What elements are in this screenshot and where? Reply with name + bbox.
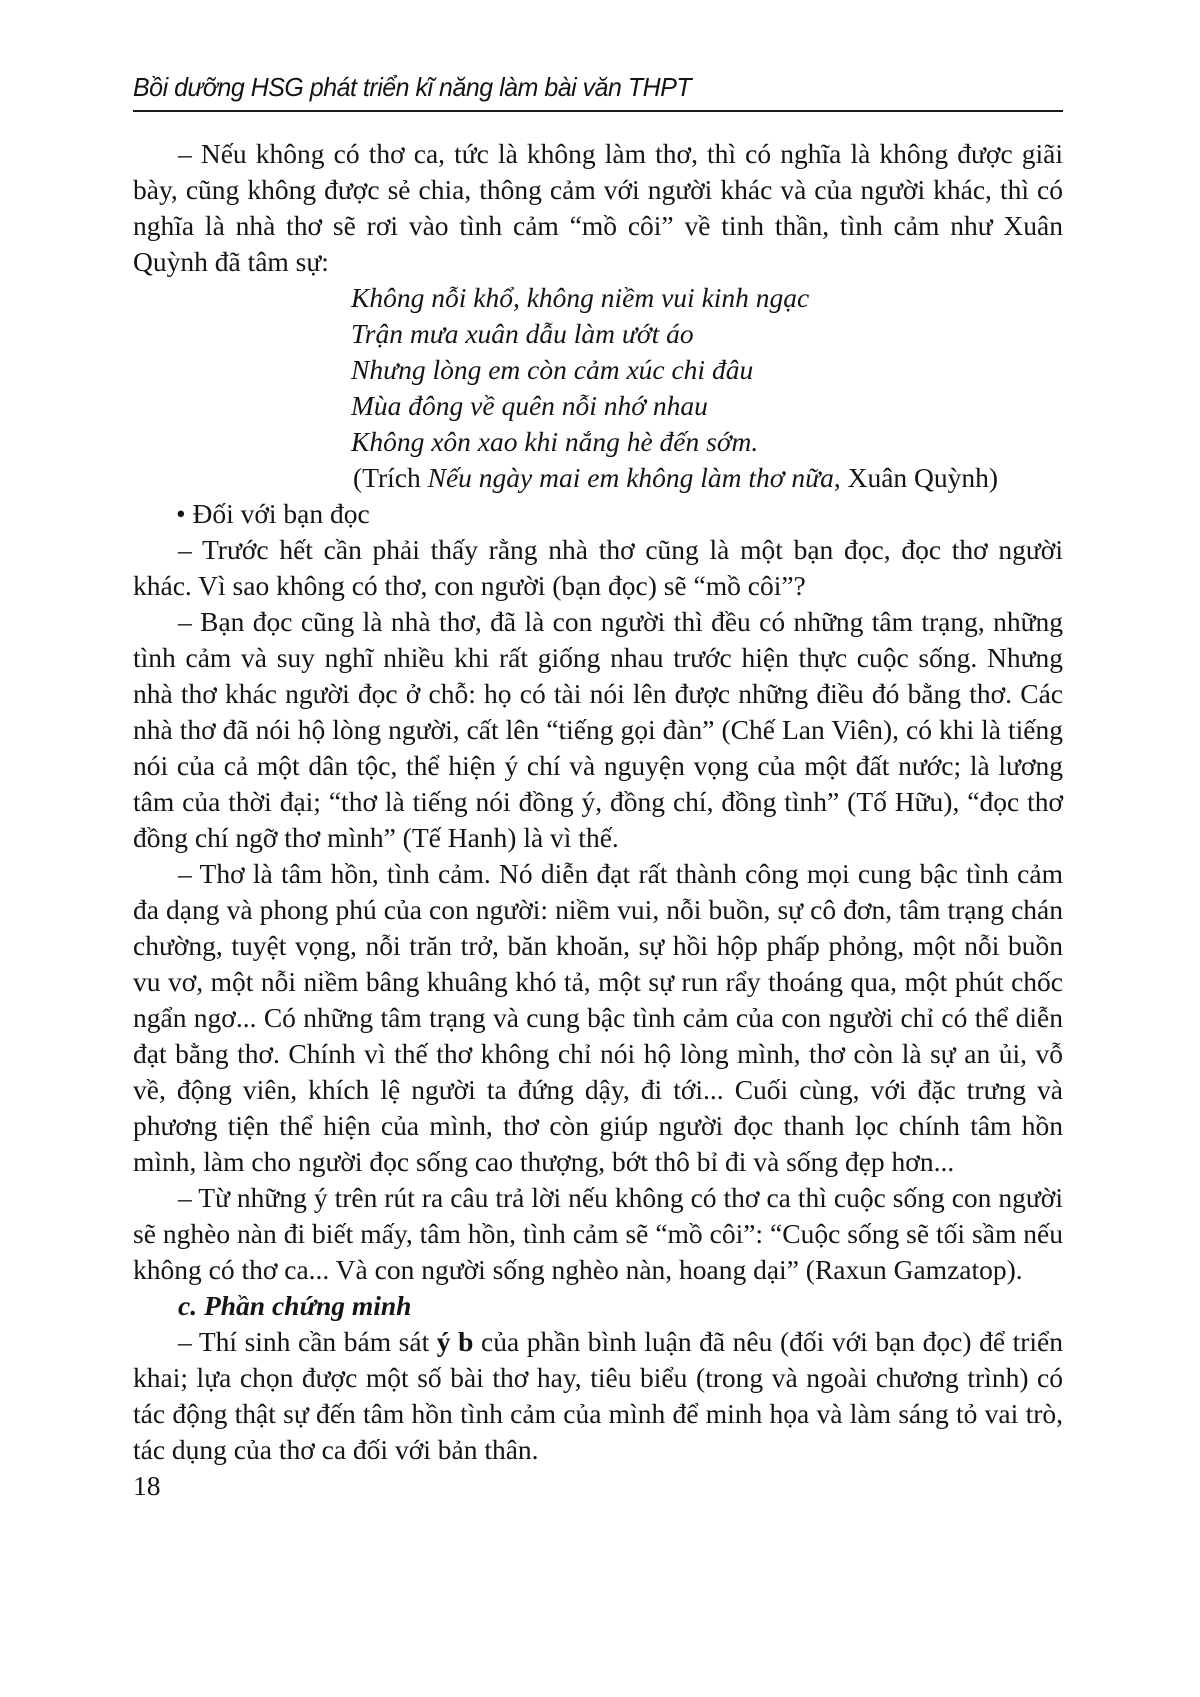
page-header xyxy=(133,72,1063,112)
poem-block xyxy=(133,280,1063,460)
poem-line: Nhưng lòng em còn cảm xúc chi đâu xyxy=(351,354,754,385)
paragraph-intro: – Nếu không có thơ ca, tức là không làm thơ, thì có nghĩa là không được giãi bày, cũng không được sẻ chia, thông cảm với người khác và của người khác, thì có nghĩa là nhà thơ sẽ rơi vào tình cảm “mồ côi” về tinh thần, tình cảm như Xuân Quỳnh đã tâm sự: xyxy=(133,138,1063,277)
paragraph-first-point: – Trước hết cần phải thấy rằng nhà thơ cũng là một bạn đọc, đọc thơ người khác. Vì sao không có thơ, con người (bạn đọc) sẽ “mồ côi”? xyxy=(133,534,1063,601)
poem-line: Mùa đông về quên nỗi nhớ nhau xyxy=(351,390,708,421)
poem-attribution xyxy=(133,460,1063,496)
poem-line: Không nỗi khổ, không niềm vui kinh ngạc xyxy=(351,282,810,313)
bullet-item-reader: • Đối với bạn đọc xyxy=(176,498,370,529)
paragraph-poetry-soul: – Thơ là tâm hồn, tình cảm. Nó diễn đạt rất thành công mọi cung bậc tình cảm đa dạng và phong phú của con người: niềm vui, nỗi buồn, sự cô đơn, tâm trạng chán chường, tuyệt vọng, nỗi trăn trở, băn khoăn, sự hồi hộp phấp phỏng, một nỗi buồn vu vơ, một nỗi niềm bâng khuâng khó tả, một sự run rẩy thoáng qua, một phút chốc ngẩn ngơ... Có những tâm trạng và cung bậc tình cảm của con người chỉ có thể diễn đạt bằng thơ. Chính vì thế thơ không chỉ nói hộ lòng mình, thơ còn là sự an ủi, vỗ về, động viên, khích lệ người ta đứng dậy, đi tới... Cuối cùng, với đặc trưng và phương tiện thể hiện của mình, thơ còn giúp người đọc thanh lọc chính tâm hồn mình, làm cho người đọc sống cao thượng, bớt thô bỉ đi và sống đẹp hơn... xyxy=(133,858,1063,1177)
paragraph-instruction xyxy=(133,1324,1063,1468)
paragraph-conclusion: – Từ những ý trên rút ra câu trả lời nếu không có thơ ca thì cuộc sống con người sẽ nghèo nàn đi biết mấy, tâm hồn, tình cảm sẽ “mồ côi”: “Cuộc sống sẽ tối sầm nếu không có thơ ca... Và con người sống nghèo nàn, hoang dại” (Raxun Gamzatop). xyxy=(133,1182,1063,1285)
page-number: 18 xyxy=(133,1470,161,1501)
attribution-close: , Xuân Quỳnh) xyxy=(833,462,999,493)
page-content xyxy=(133,72,1063,1504)
instruction-run-1: – Thí sinh cần bám sát xyxy=(178,1326,437,1357)
page-body xyxy=(133,136,1063,1504)
running-header-title: Bồi dưỡng HSG phát triển kĩ năng làm bài văn THPT xyxy=(133,72,692,102)
poem-line: Trận mưa xuân dẫu làm ướt áo xyxy=(351,318,694,349)
instruction-run-2: của phần bình luận đã nêu (đối với bạn đọc) để triển khai; lựa chọn được một số bài thơ hay, tiêu biểu (trong và ngoài chương trình) có tác động thật sự đến tâm hồn tình cảm của mình để minh họa và làm sáng tỏ vai trò, tác dụng của thơ ca đối với bản thân. xyxy=(133,1326,1063,1465)
section-heading-proof: c. Phần chứng minh xyxy=(178,1290,412,1321)
paragraph-reader-poet: – Bạn đọc cũng là nhà thơ, đã là con người thì đều có những tâm trạng, những tình cảm và suy nghĩ nhiều khi rất giống nhau trước hiện thực cuộc sống. Nhưng nhà thơ khác người đọc ở chỗ: họ có tài nói lên được những điều đó bằng thơ. Các nhà thơ đã nói hộ lòng người, cất lên “tiếng gọi đàn” (Chế Lan Viên), có khi là tiếng nói của cả một dân tộc, thể hiện ý chí và nguyện vọng của một đất nước; là lương tâm của thời đại; “thơ là tiếng nói đồng ý, đồng chí, đồng tình” (Tố Hữu), “đọc thơ đồng chí ngỡ thơ mình” (Tế Hanh) là vì thế. xyxy=(133,606,1063,853)
poem-line: Không xôn xao khi nắng hè đến sớm. xyxy=(351,426,759,457)
attribution-open: (Trích xyxy=(353,462,428,493)
instruction-bold-run: ý b xyxy=(436,1326,474,1357)
attribution-poem-title: Nếu ngày mai em không làm thơ nữa xyxy=(427,462,834,493)
header-rule xyxy=(133,110,1063,112)
